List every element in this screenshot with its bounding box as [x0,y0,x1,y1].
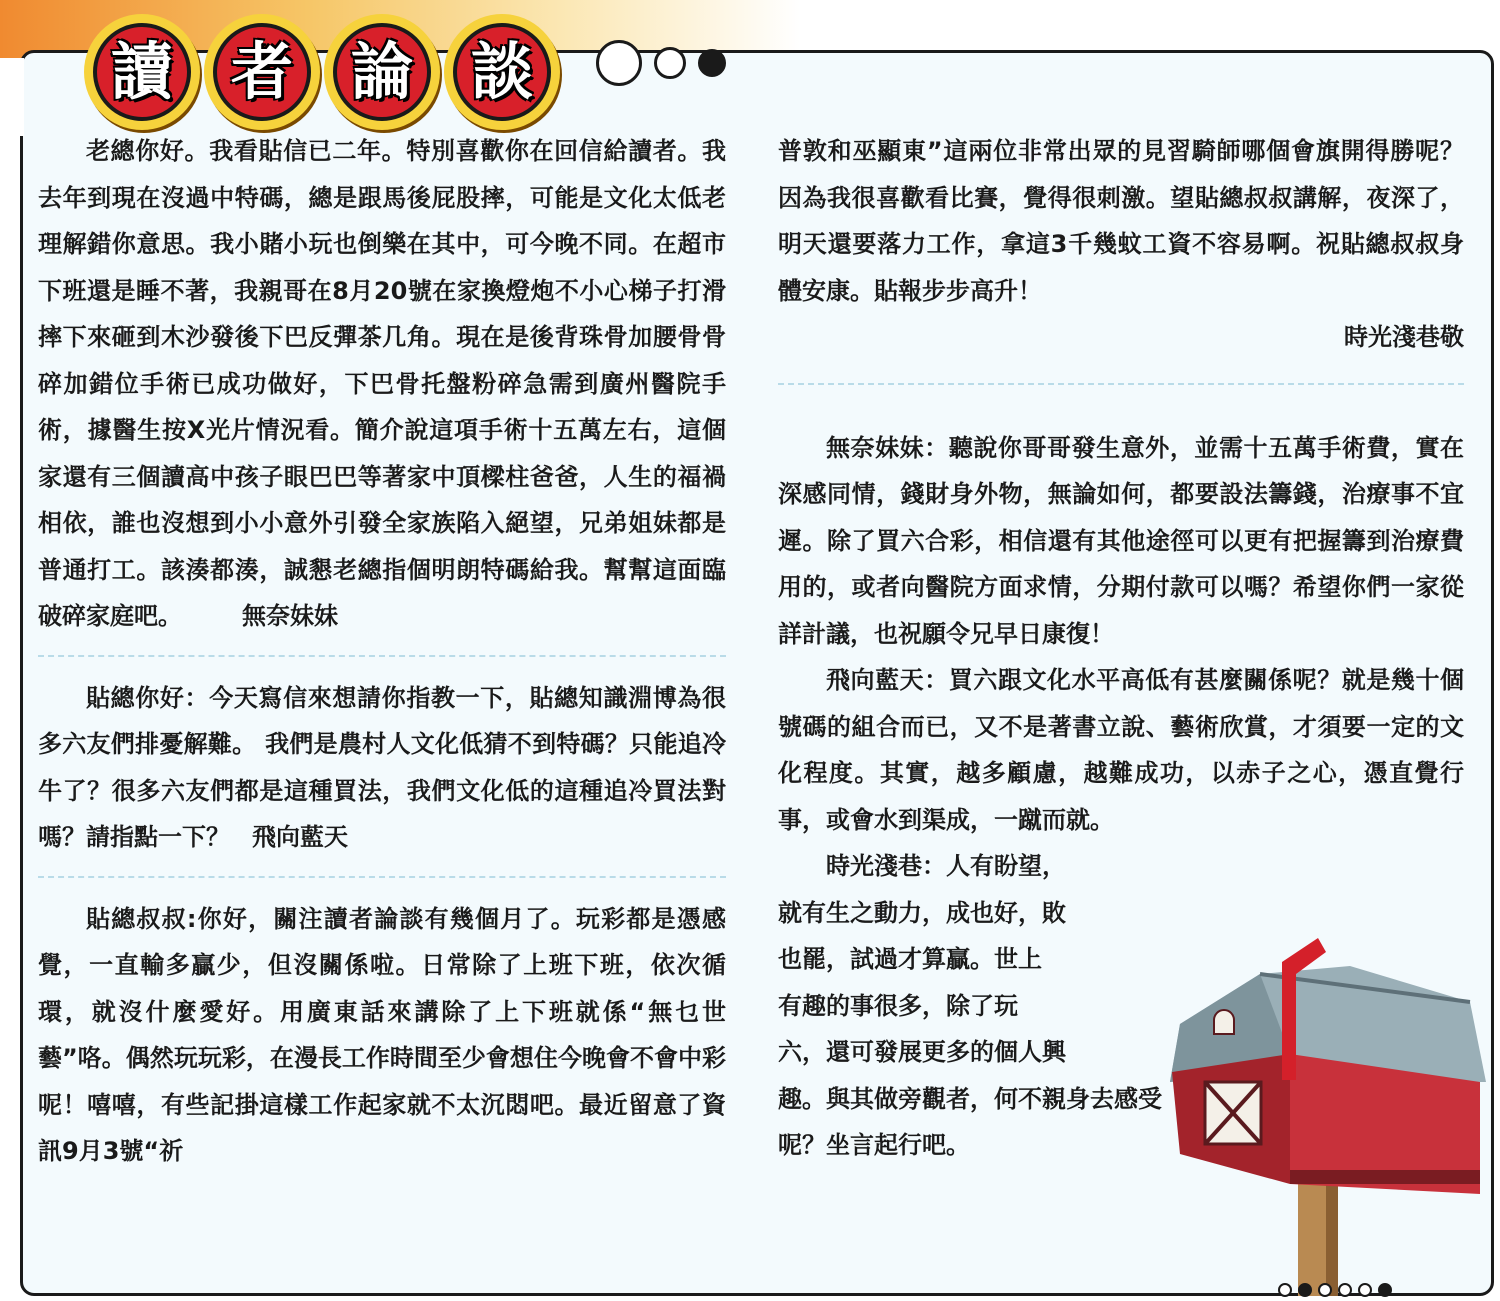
title-badge-3 [324,14,440,130]
reader-letter-1: 老總你好。我看貼信已二年。特別喜歡你在回信給讀者。我去年到現在沒過中特碼，總是跟馬後屁股摔，可能是文化太低老理解錯你意思。我小賭小玩也倒樂在其中，可今晚不同。在超市下班還是睡不著，我親哥在8月20號在家換燈炮不小心梯子打滑摔下來砸到木沙發後下巴反彈茶几角。現在是後背珠骨加腰骨骨碎加錯位手術已成功做好，下巴骨托盤粉碎急需到廣州醫院手術，據醫生按X光片情況看。簡介說這項手術十五萬左右，這個家還有三個讀高中孩子眼巴巴等著家中頂樑柱爸爸，人生的福禍相依，誰也沒想到小小意外引發全家族陷入絕望，兄弟姐妹都是普通打工。該湊都湊，誠懇老總指個明朗特碼給我。幫幫這面臨破碎家庭吧。 無奈妹妹 [38,137,726,630]
title-char: 讀 [110,35,173,108]
title-char: 者 [230,35,293,108]
title-char: 談 [470,35,533,108]
decorative-dots [596,40,726,86]
circle-icon [596,40,642,86]
reader-letter-2: 貼總你好：今天寫信來想請你指教一下，貼總知識淵博為很多六友們排憂解難。 我們是農村人文化低猜不到特碼？只能追冷牛了？很多六友們都是這種買法，我們文化低的這種追冷買法對嗎？請指點一下？ 飛向藍天 [38,683,726,851]
reply-line: 呢？坐言起行吧。 [778,1131,970,1159]
filled-circle-icon [1298,1283,1312,1297]
reply-line: 有趣的事很多，除了玩 [778,991,1018,1020]
circle-icon [1338,1283,1352,1297]
right-column [778,128,1464,1169]
circle-icon [1358,1283,1372,1297]
title-char: 論 [350,35,413,108]
title-badge-4 [444,14,560,130]
reader-letter-3-continued: 普敦和巫顯東”這兩位非常出眾的見習騎師哪個會旗開得勝呢？因為我很喜歡看比賽，覺得很刺激。望貼總叔叔講解，夜深了，明天還要落力工作，拿這3千幾蚊工資不容易啊。祝貼總叔叔身體安康。貼報步步高升！ [778,137,1464,305]
decorative-dots-bottom [1278,1283,1392,1297]
reply-line: 趣。與其做旁觀者，何不親身去感受 [778,1084,1162,1113]
editor-reply-3 [778,843,1464,1169]
divider [778,383,1464,385]
title-badge-2 [204,14,320,130]
reply-line: 時光淺巷：人有盼望， [826,852,1066,880]
section-title [84,14,560,132]
letter-signature: 時光淺巷敬 [1344,323,1464,351]
circle-icon [1278,1283,1292,1297]
reply-line: 也罷，試過才算贏。世上 [778,945,1042,973]
filled-circle-icon [1378,1283,1392,1297]
letter-signature: 飛向藍天 [252,823,348,851]
reply-line: 就有生之動力，成也好，敗 [778,898,1066,927]
letter-signature: 無奈妹妹 [242,602,338,630]
filled-circle-icon [698,49,726,77]
circle-icon [1318,1283,1332,1297]
editor-reply-2: 飛向藍天：買六跟文化水平高低有甚麼關係呢？就是幾十個號碼的組合而已，又不是著書立說、藝術欣賞，才須要一定的文化程度。其實，越多顧慮，越難成功，以赤子之心，憑直覺行事，或會水到渠成，一蹴而就。 [778,666,1464,834]
divider [38,876,726,878]
editor-reply-1: 無奈妹妹：聽說你哥哥發生意外，並需十五萬手術費，實在深感同情，錢財身外物，無論如何，都要設法籌錢，治療事不宜遲。除了買六合彩，相信還有其他途徑可以更有把握籌到治療費用的，或者向醫院方面求情，分期付款可以嗎？希望你們一家從詳計議，也祝願令兄早日康復！ [778,433,1464,648]
circle-icon [654,47,686,79]
frame-corner-notch [0,58,24,136]
left-column [38,128,726,1175]
divider [38,655,726,657]
title-badge-1 [84,14,200,130]
reader-letter-3: 貼總叔叔:你好，關注讀者論談有幾個月了。玩彩都是憑感覺，一直輸多贏少，但沒關係啦。日常除了上班下班，依次循環，就沒什麼愛好。用廣東話來講除了上下班就係“無乜世藝”咯。偶然玩玩彩，在漫長工作時間至少會想住今晚會不會中彩呢！嘻嘻，有些記掛這樣工作起家就不太沉悶吧。最近留意了資訊9月3號“祈 [38,904,726,1165]
reply-line: 六，還可發展更多的個人興 [778,1038,1066,1066]
